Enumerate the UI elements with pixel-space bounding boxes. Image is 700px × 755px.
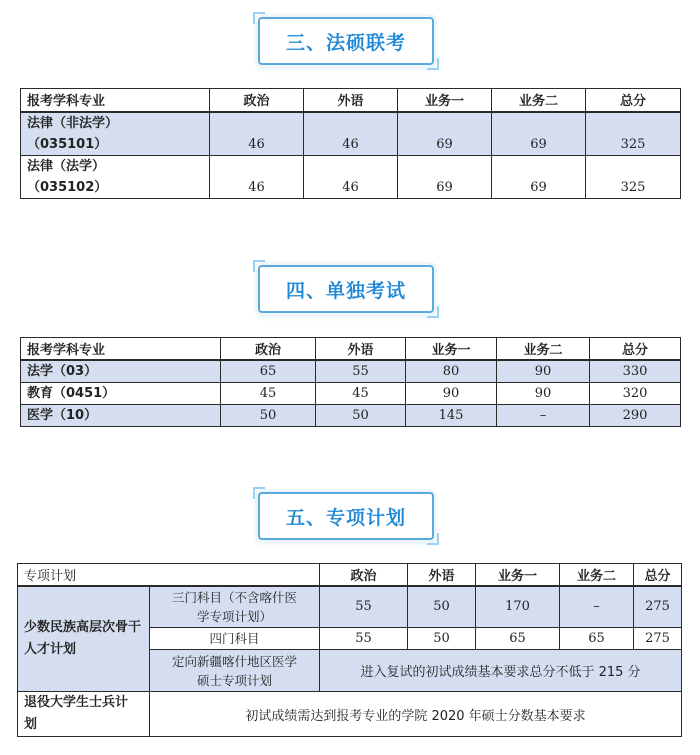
major-name-line1: 法律（非法学）: [27, 115, 119, 131]
header-language: 外语: [316, 338, 406, 360]
kashgar-requirement-note: 进入复试的初试成绩基本要求总分不低于 215 分: [320, 650, 682, 692]
plan-name-veterans: 退役大学生士兵计划: [18, 692, 150, 737]
row-major-name: [21, 156, 210, 199]
table-header: [21, 89, 681, 112]
row-major-name: 法学（03）: [21, 360, 221, 383]
section3-table: [20, 88, 681, 199]
sub-plan-four-subjects: 四门科目: [150, 628, 320, 650]
row-major-name: 医学（10）: [21, 404, 221, 426]
score-subject2: –: [560, 586, 634, 628]
score-language: 50: [408, 628, 476, 650]
score-language: 46: [304, 112, 398, 156]
score-total: 290: [590, 404, 681, 426]
score-language: 45: [316, 382, 406, 404]
section5-title: 五、专项计划: [258, 492, 434, 540]
major-code-line2: （035102）: [27, 180, 108, 195]
score-language: 55: [316, 360, 406, 383]
header-subject2: 业务二: [560, 564, 634, 586]
score-politics: 55: [320, 586, 408, 628]
table-row: [21, 404, 681, 426]
table-row: [21, 382, 681, 404]
score-subject1: 69: [398, 156, 492, 199]
score-subject2: 90: [497, 360, 590, 383]
score-total: 275: [634, 628, 682, 650]
score-total: 330: [590, 360, 681, 383]
row-major-name: [21, 112, 210, 156]
plan-name-minority: 少数民族高层次骨干人才计划: [18, 586, 150, 692]
header-subject2: 业务二: [492, 89, 586, 112]
table-row: [21, 360, 681, 383]
score-subject2: 69: [492, 112, 586, 156]
score-subject1: 65: [476, 628, 560, 650]
header-total: 总分: [634, 564, 682, 586]
table-header: [18, 564, 682, 586]
major-code-line2: （035101）: [27, 136, 108, 152]
header-major: 报考学科专业: [21, 338, 221, 360]
score-language: 46: [304, 156, 398, 199]
header-subject1: 业务一: [406, 338, 497, 360]
major-name-line1: 法律（法学）: [27, 159, 106, 174]
section4-title: 四、单独考试: [258, 265, 434, 313]
table-header: [21, 338, 681, 360]
sub-plan-kashgar: 定向新疆喀什地区医学硕士专项计划: [150, 650, 320, 692]
score-subject2: 90: [497, 382, 590, 404]
header-subject1: 业务一: [476, 564, 560, 586]
score-politics: 50: [221, 404, 316, 426]
score-subject1: 69: [398, 112, 492, 156]
header-total: 总分: [586, 89, 681, 112]
header-subject2: 业务二: [497, 338, 590, 360]
section5-table: [17, 563, 682, 737]
header-plan: 专项计划: [18, 564, 320, 586]
score-subject1: 80: [406, 360, 497, 383]
score-subject2: 69: [492, 156, 586, 199]
table-row: [18, 586, 682, 628]
score-politics: 55: [320, 628, 408, 650]
section4-table: [20, 337, 681, 427]
header-politics: 政治: [221, 338, 316, 360]
header-politics: 政治: [320, 564, 408, 586]
score-total: 325: [586, 156, 681, 199]
score-politics: 46: [210, 112, 304, 156]
score-total: 320: [590, 382, 681, 404]
score-subject2: –: [497, 404, 590, 426]
header-language: 外语: [408, 564, 476, 586]
score-subject2: 65: [560, 628, 634, 650]
header-total: 总分: [590, 338, 681, 360]
score-subject1: 145: [406, 404, 497, 426]
table-row: [21, 112, 681, 156]
score-subject1: 90: [406, 382, 497, 404]
sub-plan-three-subjects: 三门科目（不含喀什医学专项计划）: [150, 586, 320, 628]
score-language: 50: [408, 586, 476, 628]
header-language: 外语: [304, 89, 398, 112]
score-politics: 65: [221, 360, 316, 383]
score-subject1: 170: [476, 586, 560, 628]
score-total: 275: [634, 586, 682, 628]
header-politics: 政治: [210, 89, 304, 112]
table-row: [18, 692, 682, 737]
header-major: 报考学科专业: [21, 89, 210, 112]
score-total: 325: [586, 112, 681, 156]
row-major-name: 教育（0451）: [21, 382, 221, 404]
score-language: 50: [316, 404, 406, 426]
header-subject1: 业务一: [398, 89, 492, 112]
veterans-requirement-note: 初试成绩需达到报考专业的学院 2020 年硕士分数基本要求: [150, 692, 682, 737]
section3-title: 三、法硕联考: [258, 17, 434, 65]
table-row: [21, 156, 681, 199]
score-politics: 46: [210, 156, 304, 199]
score-politics: 45: [221, 382, 316, 404]
